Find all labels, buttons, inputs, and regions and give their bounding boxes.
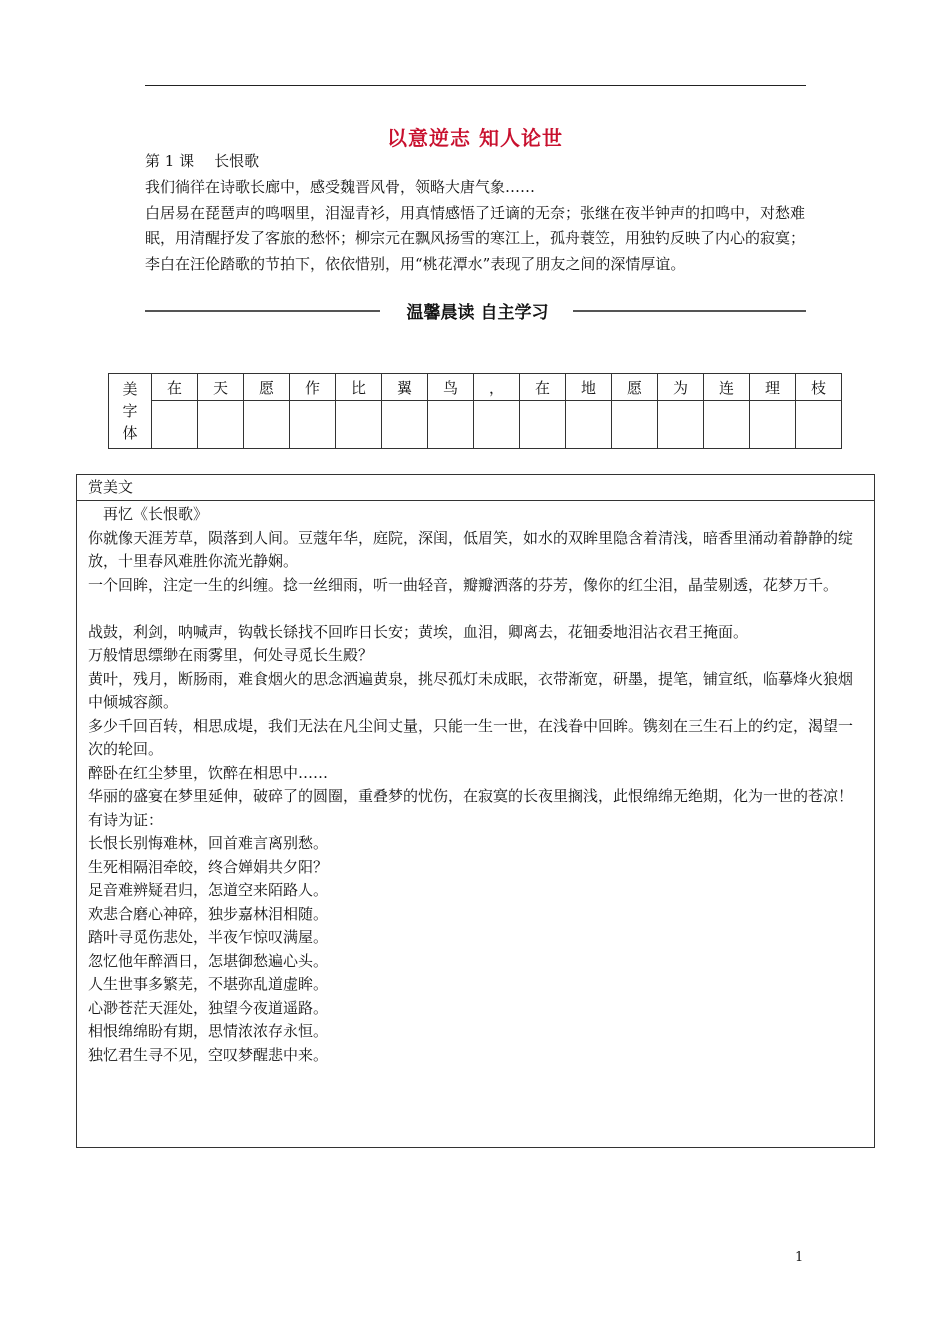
table-char-cell: 地 (566, 374, 612, 401)
table-char-cell: 鸟 (428, 374, 474, 401)
table-char-cell: 在 (152, 374, 198, 401)
table-label: 美 字 体 (109, 374, 152, 449)
practice-cell[interactable] (336, 401, 382, 449)
practice-cell[interactable] (566, 401, 612, 449)
header-rule (145, 85, 806, 86)
table-char-cell: 天 (198, 374, 244, 401)
lesson-name: 长恨歌 (214, 152, 260, 170)
practice-cell[interactable] (198, 401, 244, 449)
poem-line: 生死相隔泪牵皎，终合婵娟共夕阳？ (88, 857, 329, 876)
practice-cell[interactable] (796, 401, 842, 449)
poem-line: 独忆君生寻不见，空叹梦醒悲中来。 (88, 1045, 329, 1064)
table-char-cell: 枝 (796, 374, 842, 401)
calligraphy-table (108, 373, 842, 449)
reading-paragraph: 多少千回百转，相思成堤，我们无法在凡尘间丈量，只能一生一世，在浅眷中回眸。镌刻在三生石上的约定，渴望一次的轮回。 (88, 716, 854, 758)
table-char-cell: 翼 (382, 374, 428, 401)
reading-paragraph: 你就像天涯芳草，陨落到人间。豆蔻年华，庭院，深闺，低眉笑，如水的双眸里隐含着清浅，暗香里涌动着静静的绽放，十里春风难胜你流光静娴。 (88, 528, 854, 570)
reading-paragraph: 醉卧在红尘梦里，饮醉在相思中…… (88, 763, 329, 782)
practice-cell[interactable] (290, 401, 336, 449)
practice-cell[interactable] (704, 401, 750, 449)
reading-paragraph: 黄叶，残月，断肠雨，难食烟火的思念洒遍黄泉，挑尽孤灯未成眠，衣带渐宽，研墨，提笔，铺宣纸，临摹烽火狼烟中倾城容颜。 (88, 669, 854, 711)
reading-header: 赏美文 (77, 475, 874, 501)
divider-line-left (145, 310, 380, 312)
practice-cell[interactable] (382, 401, 428, 449)
lesson-heading (145, 150, 259, 171)
blank-line (88, 597, 866, 621)
poem-line: 人生世事多繁芜，不堪弥乱道虚眸。 (88, 975, 329, 993)
poem-line: 相恨绵绵盼有期，思情浓浓存永恒。 (88, 1022, 329, 1040)
table-char-cell: 在 (520, 374, 566, 401)
table-char-cell: 比 (336, 374, 382, 401)
practice-cell[interactable] (244, 401, 290, 449)
reading-title: 再忆《长恨歌》 (103, 505, 209, 523)
table-char-cell: ， (474, 374, 520, 401)
practice-cell[interactable] (474, 401, 520, 449)
reading-paragraph: 一个回眸，注定一生的纠缠。捻一丝细雨，听一曲轻音，瓣瓣洒落的芬芳，像你的红尘泪，晶莹剔透，花梦万千。 (88, 575, 839, 594)
practice-cell[interactable] (750, 401, 796, 449)
practice-cell[interactable] (428, 401, 474, 449)
practice-cell[interactable] (152, 401, 198, 449)
page-title: 以意逆志 知人论世 (387, 126, 563, 150)
reading-paragraph: 战鼓，利剑，呐喊声，钩戟长铩找不回昨日长安；黄埃，血泪，卿离去，花钿委地泪沾衣君王掩面。 (88, 622, 749, 641)
table-char-cell: 愿 (612, 374, 658, 401)
intro-paragraph: 我们徜徉在诗歌长廊中，感受魏晋风骨，领略大唐气象…… (145, 178, 536, 196)
intro-text (145, 175, 810, 277)
practice-cell[interactable] (520, 401, 566, 449)
table-char-cell: 连 (704, 374, 750, 401)
reading-box (76, 474, 875, 1148)
intro-paragraph: 白居易在琵琶声的鸣咽里，泪湿青衫，用真情感悟了迁谪的无奈；张继在夜半钟声的扣鸣中，对愁难眠，用清醒抒发了客旅的愁怀；柳宗元在飘风扬雪的寒江上，孤舟蓑笠，用独钓反映了内心的寂寞；李白在汪伦踏歌的节拍下，依依惜别，用“桃花潭水”表现了朋友之间的深情厚谊。 (145, 203, 806, 273)
page-number: 1 (795, 1250, 804, 1265)
poem-line: 足音难辨疑君归，怎道空来陌路人。 (88, 881, 329, 899)
lesson-number: 第 1 课 (145, 152, 195, 170)
reading-paragraph: 有诗为证： (88, 810, 164, 829)
table-char-cell: 理 (750, 374, 796, 401)
divider-line-right (573, 310, 806, 312)
table-char-cell: 为 (658, 374, 704, 401)
section-heading: 温馨晨读 自主学习 (406, 303, 549, 323)
reading-paragraph: 万般情思缥缈在雨雾里，何处寻觅长生殿？ (88, 646, 374, 664)
reading-body (77, 501, 874, 1067)
table-char-cell: 作 (290, 374, 336, 401)
table-char-cell: 愿 (244, 374, 290, 401)
poem-line: 踏叶寻觅伤悲处，半夜乍惊叹满屋。 (88, 928, 329, 946)
practice-cell[interactable] (612, 401, 658, 449)
section-divider (145, 298, 806, 324)
practice-cell[interactable] (658, 401, 704, 449)
poem-line: 长恨长别悔难林，回首难言离别愁。 (88, 834, 329, 852)
poem-line: 心渺苍茫天涯处，独望今夜道遥路。 (88, 998, 329, 1017)
poem-line: 欢悲合磨心神碎，独步嘉林泪相随。 (88, 904, 329, 923)
reading-paragraph: 华丽的盛宴在梦里延伸，破碎了的圆圈，重叠梦的忧伤，在寂寞的长夜里搁浅，此恨绵绵无绝期，化为一世的苍凉！ (88, 787, 854, 805)
poem-line: 忽忆他年醉酒日，怎堪御愁遍心头。 (88, 951, 329, 970)
